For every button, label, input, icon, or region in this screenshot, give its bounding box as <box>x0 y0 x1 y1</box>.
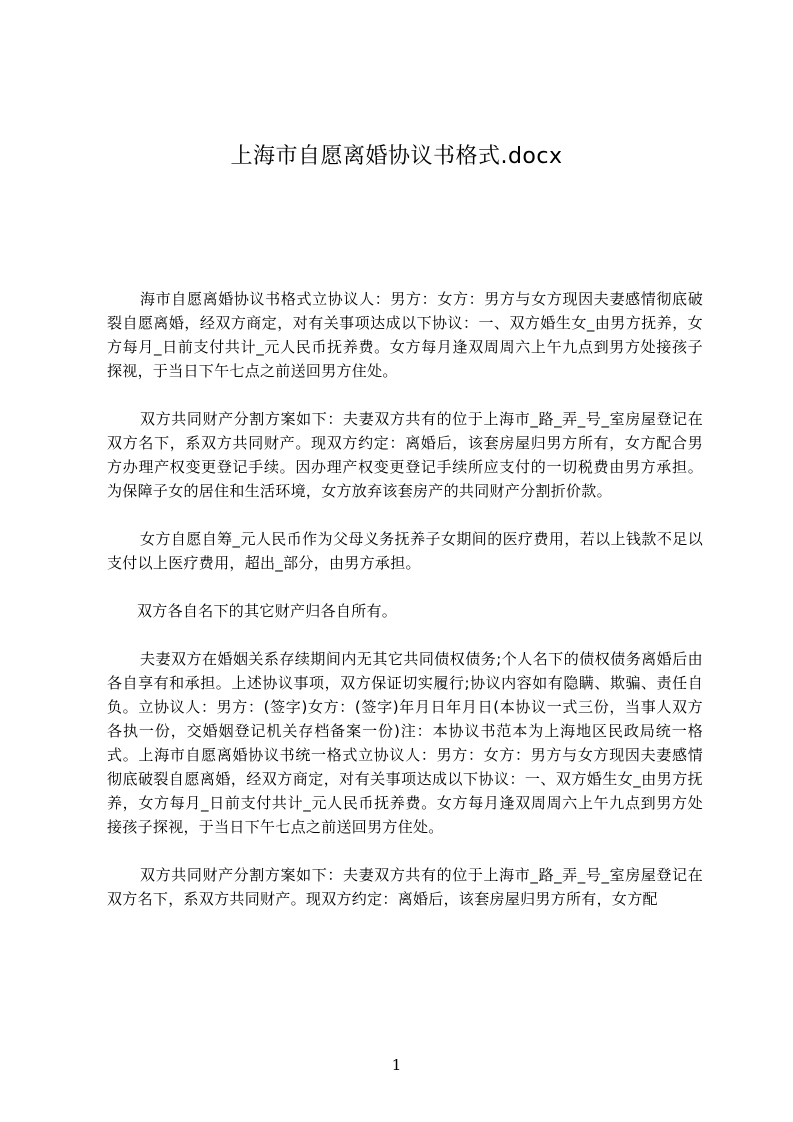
page-number: 1 <box>391 1056 402 1074</box>
document-body <box>107 287 703 935</box>
paragraph-debts-and-signatures: 夫妻双方在婚姻关系存续期间内无其它共同债权债务;个人名下的债权债务离婚后由各自享有和承担。上述协议事项，双方保证切实履行;协议内容如有隐瞒、欺骗、责任自负。立协议人：男方：(签字)女方：(签字)年月日年月日(本协议一式三份，当事人双方各执一份，交婚姻登记机关存档备案一份)注：本协议书范本为上海地区民政局统一格式。上海市自愿离婚协议书统一格式立协议人：男方：女方：男方与女方现因夫妻感情彻底破裂自愿离婚，经双方商定，对有关事项达成以下协议：一、双方婚生女_由男方抚养，女方每月_日前支付共计_元人民币抚养费。女方每月逢双周周六上午九点到男方处接孩子探视，于当日下午七点之前送回男方住处。 <box>107 650 703 836</box>
paragraph-property-division-repeat: 双方共同财产分割方案如下：夫妻双方共有的位于上海市_路_弄_号_室房屋登记在双方名下，系双方共同财产。现双方约定：离婚后，该套房屋归男方所有，女方配 <box>107 866 703 908</box>
paragraph-property-division: 双方共同财产分割方案如下：夫妻双方共有的位于上海市_路_弄_号_室房屋登记在双方名下，系双方共同财产。现双方约定：离婚后，该套房屋归男方所有，女方配合男方办理产权变更登记手续。因办理产权变更登记手续所应支付的一切税费由男方承担。为保障子女的居住和生活环境，女方放弃该套房产的共同财产分割折价款。 <box>107 410 703 500</box>
document-title: 上海市自愿离婚协议书格式.docx <box>230 144 563 169</box>
paragraph-separate-property: 双方各自名下的其它财产归各自所有。 <box>137 602 398 620</box>
paragraph-custody: 海市自愿离婚协议书格式立协议人：男方：女方：男方与女方现因夫妻感情彻底破裂自愿离婚，经双方商定，对有关事项达成以下协议：一、双方婚生女_由男方抚养，女方每月_日前支付共计_元人民币抚养费。女方每月逢双周周六上午九点到男方处接孩子探视，于当日下午七点之前送回男方住处。 <box>107 290 703 380</box>
paragraph-medical-expenses: 女方自愿自筹_元人民币作为父母义务抚养子女期间的医疗费用，若以上钱款不足以支付以上医疗费用，超出_部分，由男方承担。 <box>107 530 703 572</box>
